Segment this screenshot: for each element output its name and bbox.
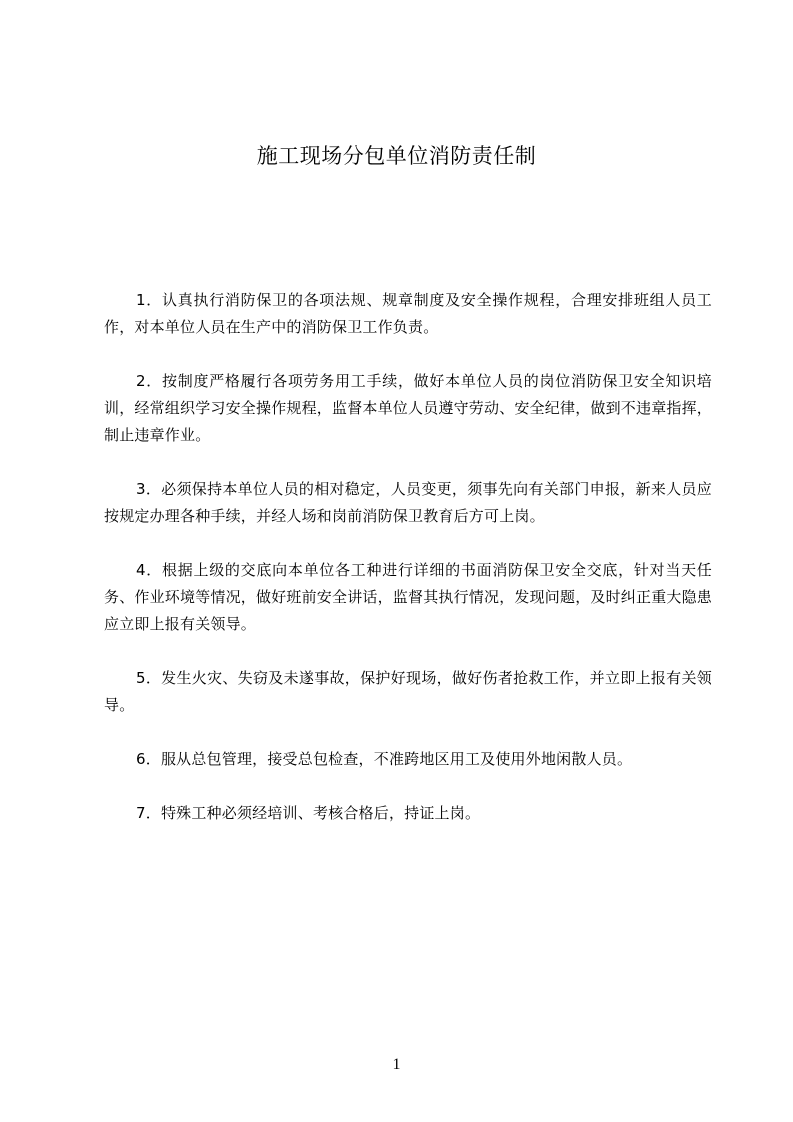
clause-3: 3．必须保持本单位人员的相对稳定，人员变更，须事先向有关部门申报，新来人员应按规定办理各种手续，并经人场和岗前消防保卫教育后方可上岗。: [104, 480, 712, 525]
clause-5: 5．发生火灾、失窃及未遂事故，保护好现场，做好伤者抢救工作，并立即上报有关领导。: [104, 669, 712, 714]
clause-4: 4．根据上级的交底向本单位各工种进行详细的书面消防保卫安全交底，针对当天任务、作业环境等情况，做好班前安全讲话，监督其执行情况，发现问题，及时纠正重大隐患应立即上报有关领导。: [104, 561, 713, 633]
page-number: 1: [392, 1056, 401, 1073]
clause-6: 6．服从总包管理，接受总包检查，不准跨地区用工及使用外地闲散人员。: [136, 750, 633, 768]
clause-2: 2．按制度严格履行各项劳务用工手续，做好本单位人员的岗位消防保卫安全知识培训，经常组织学习安全操作规程，监督本单位人员遵守劳动、安全纪律，做到不违章指挥，制止违章作业。: [104, 372, 713, 444]
document-title: 施工现场分包单位消防责任制: [256, 144, 537, 168]
clause-7: 7．特殊工种必须经培训、考核合格后，持证上岗。: [136, 804, 481, 822]
clause-1: 1．认真执行消防保卫的各项法规、规章制度及安全操作规程，合理安排班组人员工作，对本单位人员在生产中的消防保卫工作负责。: [104, 291, 712, 336]
clause-list: [104, 287, 712, 854]
